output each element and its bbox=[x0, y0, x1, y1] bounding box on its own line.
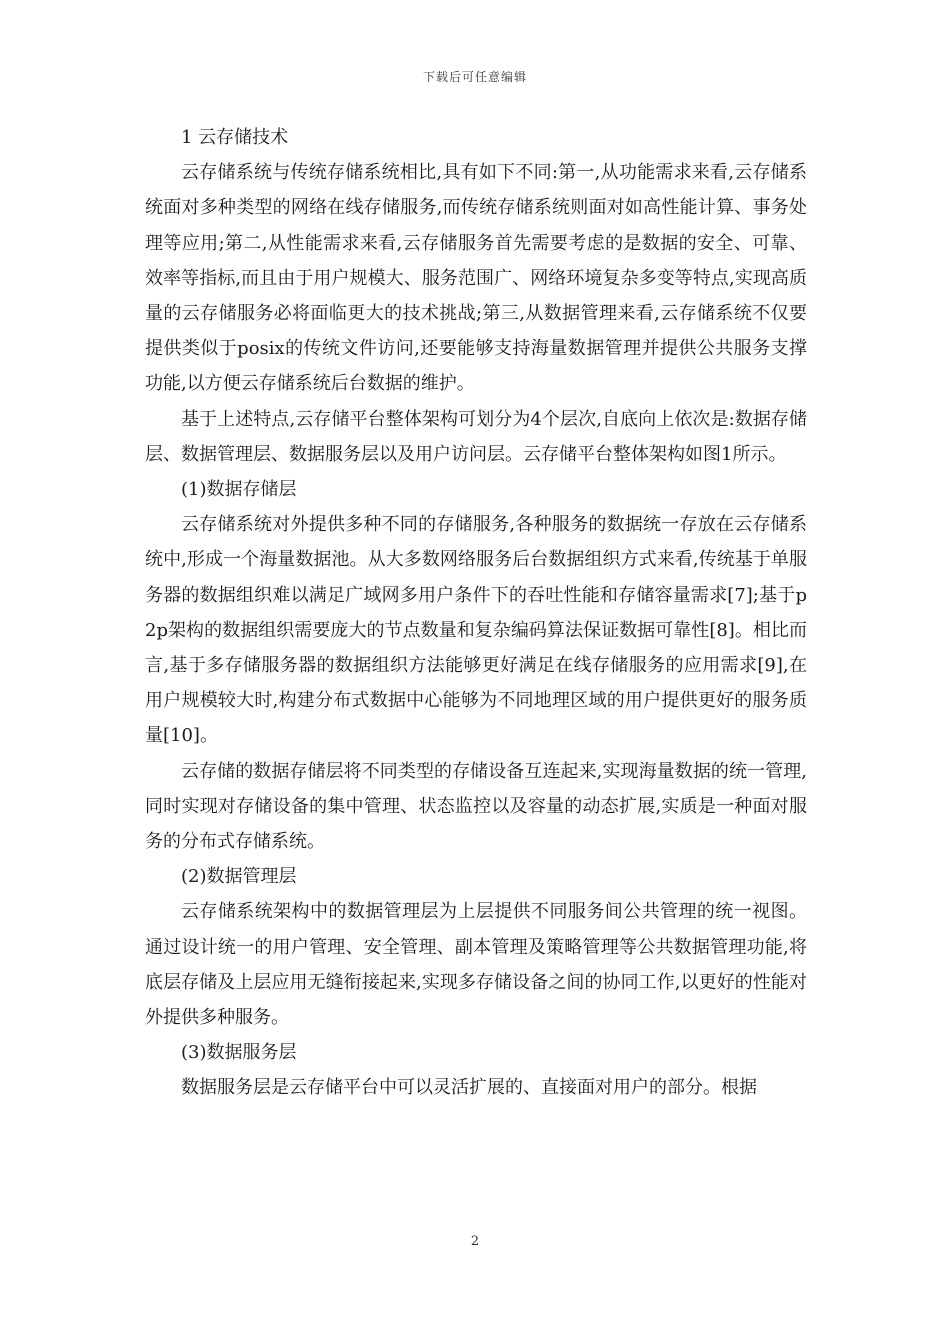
paragraph-6: 数据服务层是云存储平台中可以灵活扩展的、直接面对用户的部分。根据 bbox=[181, 1077, 757, 1099]
subheading-data-service-layer: (3)数据服务层 bbox=[181, 1042, 297, 1064]
header-note: 下载后可任意编辑 bbox=[422, 70, 527, 84]
paragraph-1: 云存储系统与传统存储系统相比,具有如下不同:第一,从功能需求来看,云存储系统面对多种类型的网络在线存储服务,而传统存储系统则面对如高性能计算、事务处理等应用;第二,从性能需求来看,云存储服务首先需要考虑的是数据的安全、可靠、效率等指标,而且由于用户规模大、服务范围广、网络环境复杂多变等特点,实现高质量的云存储服务必将面临更大的技术挑战;第三,从数据管理来看,云存储系统不仅要提供类似于posix的传统文件访问,还要能够支持海量数据管理并提供公共服务支撑功能,以方便云存储系统后台数据的维护。 bbox=[145, 162, 807, 395]
paragraph-5: 云存储系统架构中的数据管理层为上层提供不同服务间公共管理的统一视图。通过设计统一的用户管理、安全管理、副本管理及策略管理等公共数据管理功能,将底层存储及上层应用无缝衔接起来,实现多存储设备之间的协同工作,以更好的性能对外提供多种服务。 bbox=[145, 901, 807, 1029]
section-title: 1 云存储技术 bbox=[181, 127, 289, 148]
page-number: 2 bbox=[470, 1234, 480, 1249]
paragraph-4: 云存储的数据存储层将不同类型的存储设备互连起来,实现海量数据的统一管理,同时实现对存储设备的集中管理、状态监控以及容量的动态扩展,实质是一种面对服务的分布式存储系统。 bbox=[145, 760, 807, 853]
subheading-data-storage-layer: (1)数据存储层 bbox=[181, 479, 297, 501]
paragraph-3: 云存储系统对外提供多种不同的存储服务,各种服务的数据统一存放在云存储系统中,形成一个海量数据池。从大多数网络服务后台数据组织方式来看,传统基于单服务器的数据组织难以满足广域网多用户条件下的吞吐性能和存储容量需求[7];基于p2p架构的数据组织需要庞大的节点数量和复杂编码算法保证数据可靠性[8]。相比而言,基于多存储服务器的数据组织方法能够更好满足在线存储服务的应用需求[9],在用户规模较大时,构建分布式数据中心能够为不同地理区域的用户提供更好的服务质量[10]。 bbox=[145, 514, 807, 747]
subheading-data-management-layer: (2)数据管理层 bbox=[181, 866, 297, 888]
paragraph-2: 基于上述特点,云存储平台整体架构可划分为4个层次,自底向上依次是:数据存储层、数据管理层、数据服务层以及用户访问层。云存储平台整体架构如图1所示。 bbox=[145, 408, 807, 465]
document-body bbox=[145, 120, 807, 1106]
